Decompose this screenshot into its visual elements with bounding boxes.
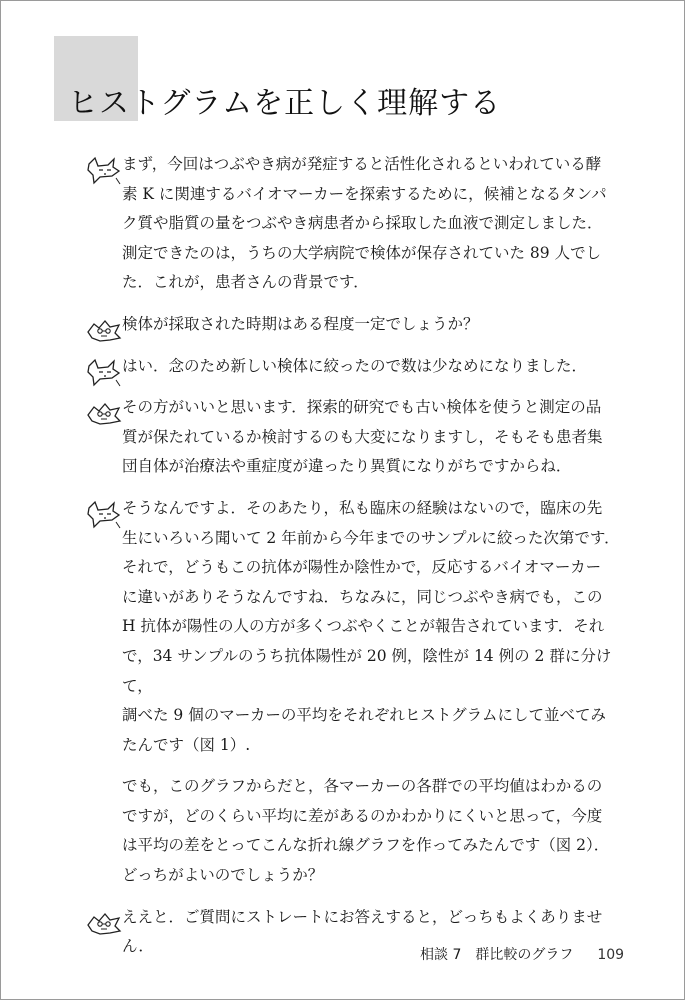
speech-text: でも，このグラフからだと，各マーカーの各群での平均値はわかるの ですが，どのくらい平均に差があるのかわかりにくいと思って，今度 は平均の差をとってこんな折れ線グラフを作ってみたんです（図 2）． どっちがよいのでしょうか？ — [122, 777, 610, 885]
page-title: ヒストグラムを正しく理解する — [68, 86, 502, 122]
fox-tired-icon — [86, 156, 122, 186]
fox-teacher-icon — [86, 316, 122, 346]
dialogue — [86, 150, 626, 974]
speech-text: 検体が採取された時期はある程度一定でしょうか？ — [122, 314, 479, 333]
dialogue-entry — [86, 393, 626, 482]
dialogue-entry — [86, 352, 626, 382]
chapter-label: 相談 7 群比較のグラフ — [420, 947, 574, 963]
speech-text: そうなんですよ．そのあたり，私も臨床の経験はないので，臨床の先 生にいろいろ聞いて 2 年前から今年までのサンプルに絞った次第です． それで，どうもこの抗体が陽性か陰性かで，反応するバイオマーカー に違いがありそうなんですね．ちなみに，同じつぶやき病でも，この H 抗体が陽性の人の方が多くつぶやくことが報告されています．それ で，34 サンプルのうち抗体陽性が 20 例，陰性が 14 例の 2 群に分けて， 調べた 9 個のマーカーの平均をそれぞれヒストグラムにして並べてみ たんです（図 1）. — [122, 498, 620, 754]
speech-text: ええと．ご質問にストレートにお答えすると，どっちもよくありません． — [122, 907, 603, 956]
fox-tired-icon — [86, 500, 122, 530]
dialogue-entry — [86, 150, 626, 298]
page-number: 109 — [597, 947, 625, 963]
speech-text: まず，今回はつぶやき病が発症すると活性化されるといわれている酵 素 K に関連するバイオマーカーを探索するために，候補となるタンパ ク質や脂質の量をつぶやき病患者から採取した血液で測定しました． 測定できたのは，うちの大学病院で検体が保存されていた 89 人でし た．これが，患者さんの背景です． — [122, 155, 607, 292]
fox-tired-icon — [86, 358, 122, 388]
speech-text: その方がいいと思います．探索的研究でも古い検体を使うと測定の品 質が保たれているか検討するのも大変になりますし，そもそも患者集 団自体が治療法や重症度が違ったり異質になりがちですからね． — [122, 398, 603, 476]
fox-teacher-icon — [86, 909, 122, 939]
page-footer — [420, 944, 624, 964]
fox-teacher-icon — [86, 399, 122, 429]
speech-text: はい．念のため新しい検体に絞ったので数は少なめになりました． — [122, 356, 588, 375]
dialogue-entry — [86, 772, 626, 890]
dialogue-entry — [86, 310, 626, 340]
dialogue-entry — [86, 494, 626, 760]
